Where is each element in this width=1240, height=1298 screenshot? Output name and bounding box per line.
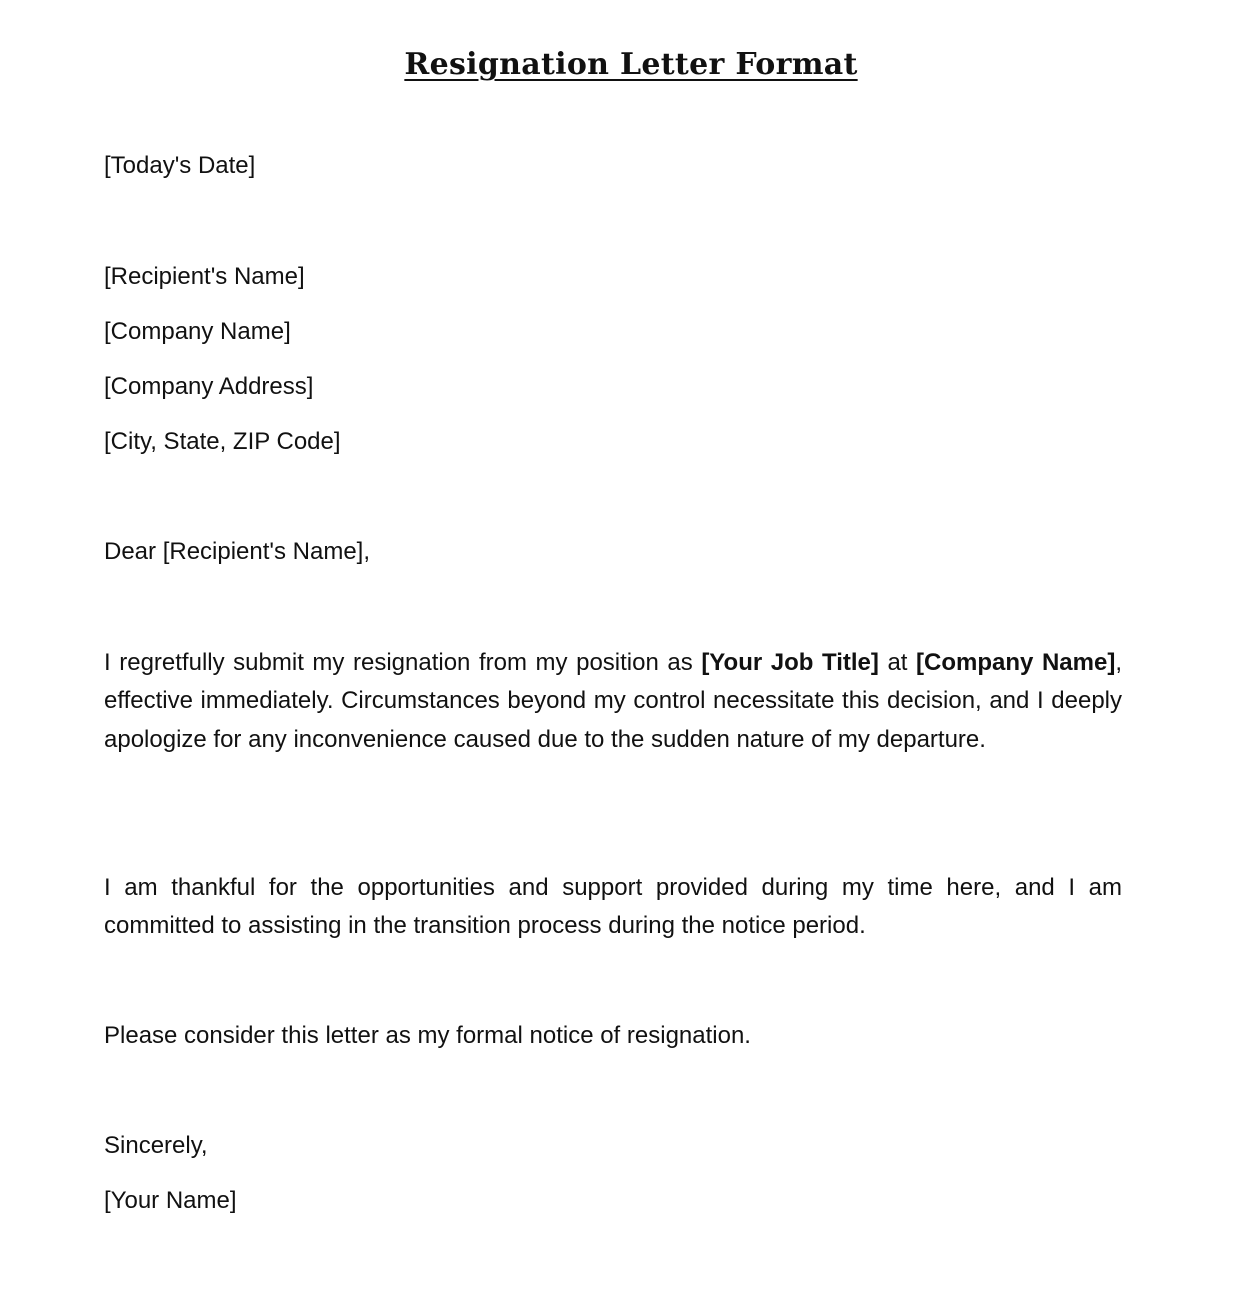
recipient-address: [Company Address] [104,373,314,400]
paragraph-text: at [878,649,917,676]
job-title-placeholder: [Your Job Title] [701,649,879,676]
salutation: Dear [Recipient's Name], [104,538,371,565]
closing: Sincerely, [104,1132,208,1159]
signature-placeholder: [Your Name] [104,1187,237,1214]
paragraph-notice: Please consider this letter as my formal notice of resignation. [104,1022,751,1049]
paragraph-text: I regretfully submit my resignation from my position as [104,649,702,676]
paragraph-thanks: I am thankful for the opportunities and support provided during my time here, and I am committed to assisting in the transition process during the notice period. [104,874,1122,940]
recipient-name: [Recipient's Name] [104,263,305,290]
paragraph-text: , effective immediately. Circumstances beyond my control necessitate this decision, and I deeply apologize for any inconvenience caused due to the sudden nature of my departure. [104,649,1122,753]
paragraph-resignation [104,644,1122,759]
document-title: Resignation Letter Format [404,47,858,82]
company-name-placeholder: [Company Name] [916,649,1116,676]
recipient-company: [Company Name] [104,318,291,345]
recipient-city-state-zip: [City, State, ZIP Code] [104,428,341,455]
date-placeholder: [Today's Date] [104,152,256,179]
